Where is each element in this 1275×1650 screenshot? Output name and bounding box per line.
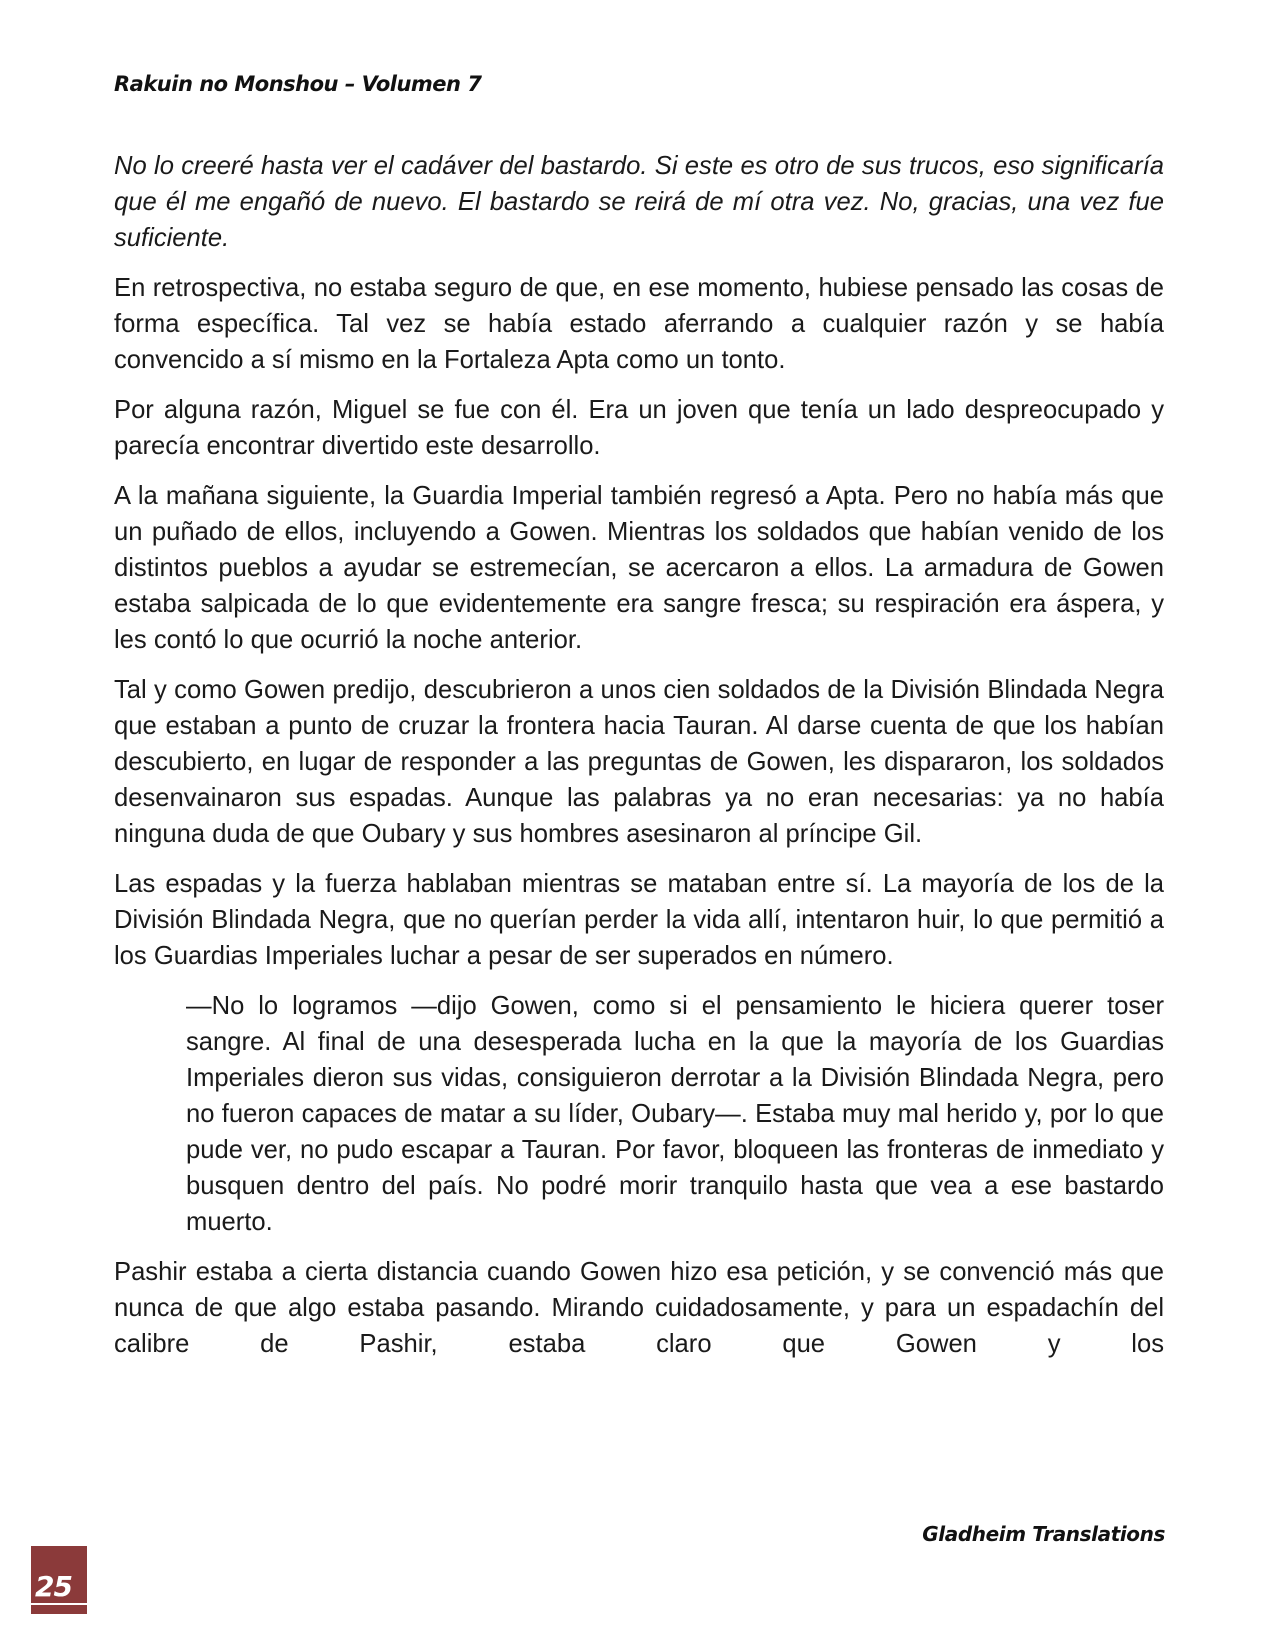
paragraph: Las espadas y la fuerza hablaban mientras se mataban entre sí. La mayoría de los de la División Blindada Negra, que no querían perder la vida allí, intentaron huir, lo que permitió a los Guardias Imperiales luchar a pesar de ser superados en número. bbox=[114, 870, 1164, 970]
paragraph: A la mañana siguiente, la Guardia Imperial también regresó a Apta. Pero no había más que un puñado de ellos, incluyendo a Gowen. Mientras los soldados que habían venido de los distintos pueblos a ayudar se estremecían, se acercaron a ellos. La armadura de Gowen estaba salpicada de lo que evidentemente era sangre fresca; su respiración era áspera, y les contó lo que ocurrió la noche anterior. bbox=[114, 482, 1164, 654]
page-number-underline bbox=[31, 1603, 87, 1605]
body-text bbox=[114, 148, 1164, 1376]
paragraph: Tal y como Gowen predijo, descubrieron a unos cien soldados de la División Blindada Negra que estaban a punto de cruzar la frontera hacia Tauran. Al darse cuenta de que los habían descubierto, en lugar de responder a las preguntas de Gowen, les dispararon, los soldados desenvainaron sus espadas. Aunque las palabras ya no eran necesarias: ya no había ninguna duda de que Oubary y sus hombres asesinaron al príncipe Gil. bbox=[114, 676, 1164, 848]
paragraph: Por alguna razón, Miguel se fue con él. Era un joven que tenía un lado despreocupado y parecía encontrar divertido este desarrollo. bbox=[114, 396, 1164, 460]
page-number: 25 bbox=[35, 1570, 72, 1603]
paragraph: Pashir estaba a cierta distancia cuando Gowen hizo esa petición, y se convenció más que nunca de que algo estaba pasando. Mirando cuidadosamente, y para un espadachín del calibre de Pashir, estaba claro que Gowen y los bbox=[114, 1258, 1164, 1358]
page-header-title: Rakuin no Monshou – Volumen 7 bbox=[114, 72, 482, 96]
paragraph-dialogue-quote: —No lo logramos —dijo Gowen, como si el pensamiento le hiciera querer toser sangre. Al final de una desesperada lucha en la que la mayoría de los Guardias Imperiales dieron sus vidas, consiguieron derrotar a la División Blindada Negra, pero no fueron capaces de matar a su líder, Oubary—. Estaba muy mal herido y, por lo que pude ver, no pudo escapar a Tauran. Por favor, bloqueen las fronteras de inmediato y busquen dentro del país. No podré morir tranquilo hasta que vea a ese bastardo muerto. bbox=[186, 992, 1164, 1236]
paragraph: En retrospectiva, no estaba seguro de que, en ese momento, hubiese pensado las cosas de forma específica. Tal vez se había estado aferrando a cualquier razón y se había convencido a sí mismo en la Fortaleza Apta como un tonto. bbox=[114, 274, 1164, 374]
paragraph-italic-thought: No lo creeré hasta ver el cadáver del bastardo. Si este es otro de sus trucos, eso significaría que él me engañó de nuevo. El bastardo se reirá de mí otra vez. No, gracias, una vez fue suficiente. bbox=[114, 152, 1164, 252]
footer-brand: Gladheim Translations bbox=[922, 1522, 1165, 1546]
